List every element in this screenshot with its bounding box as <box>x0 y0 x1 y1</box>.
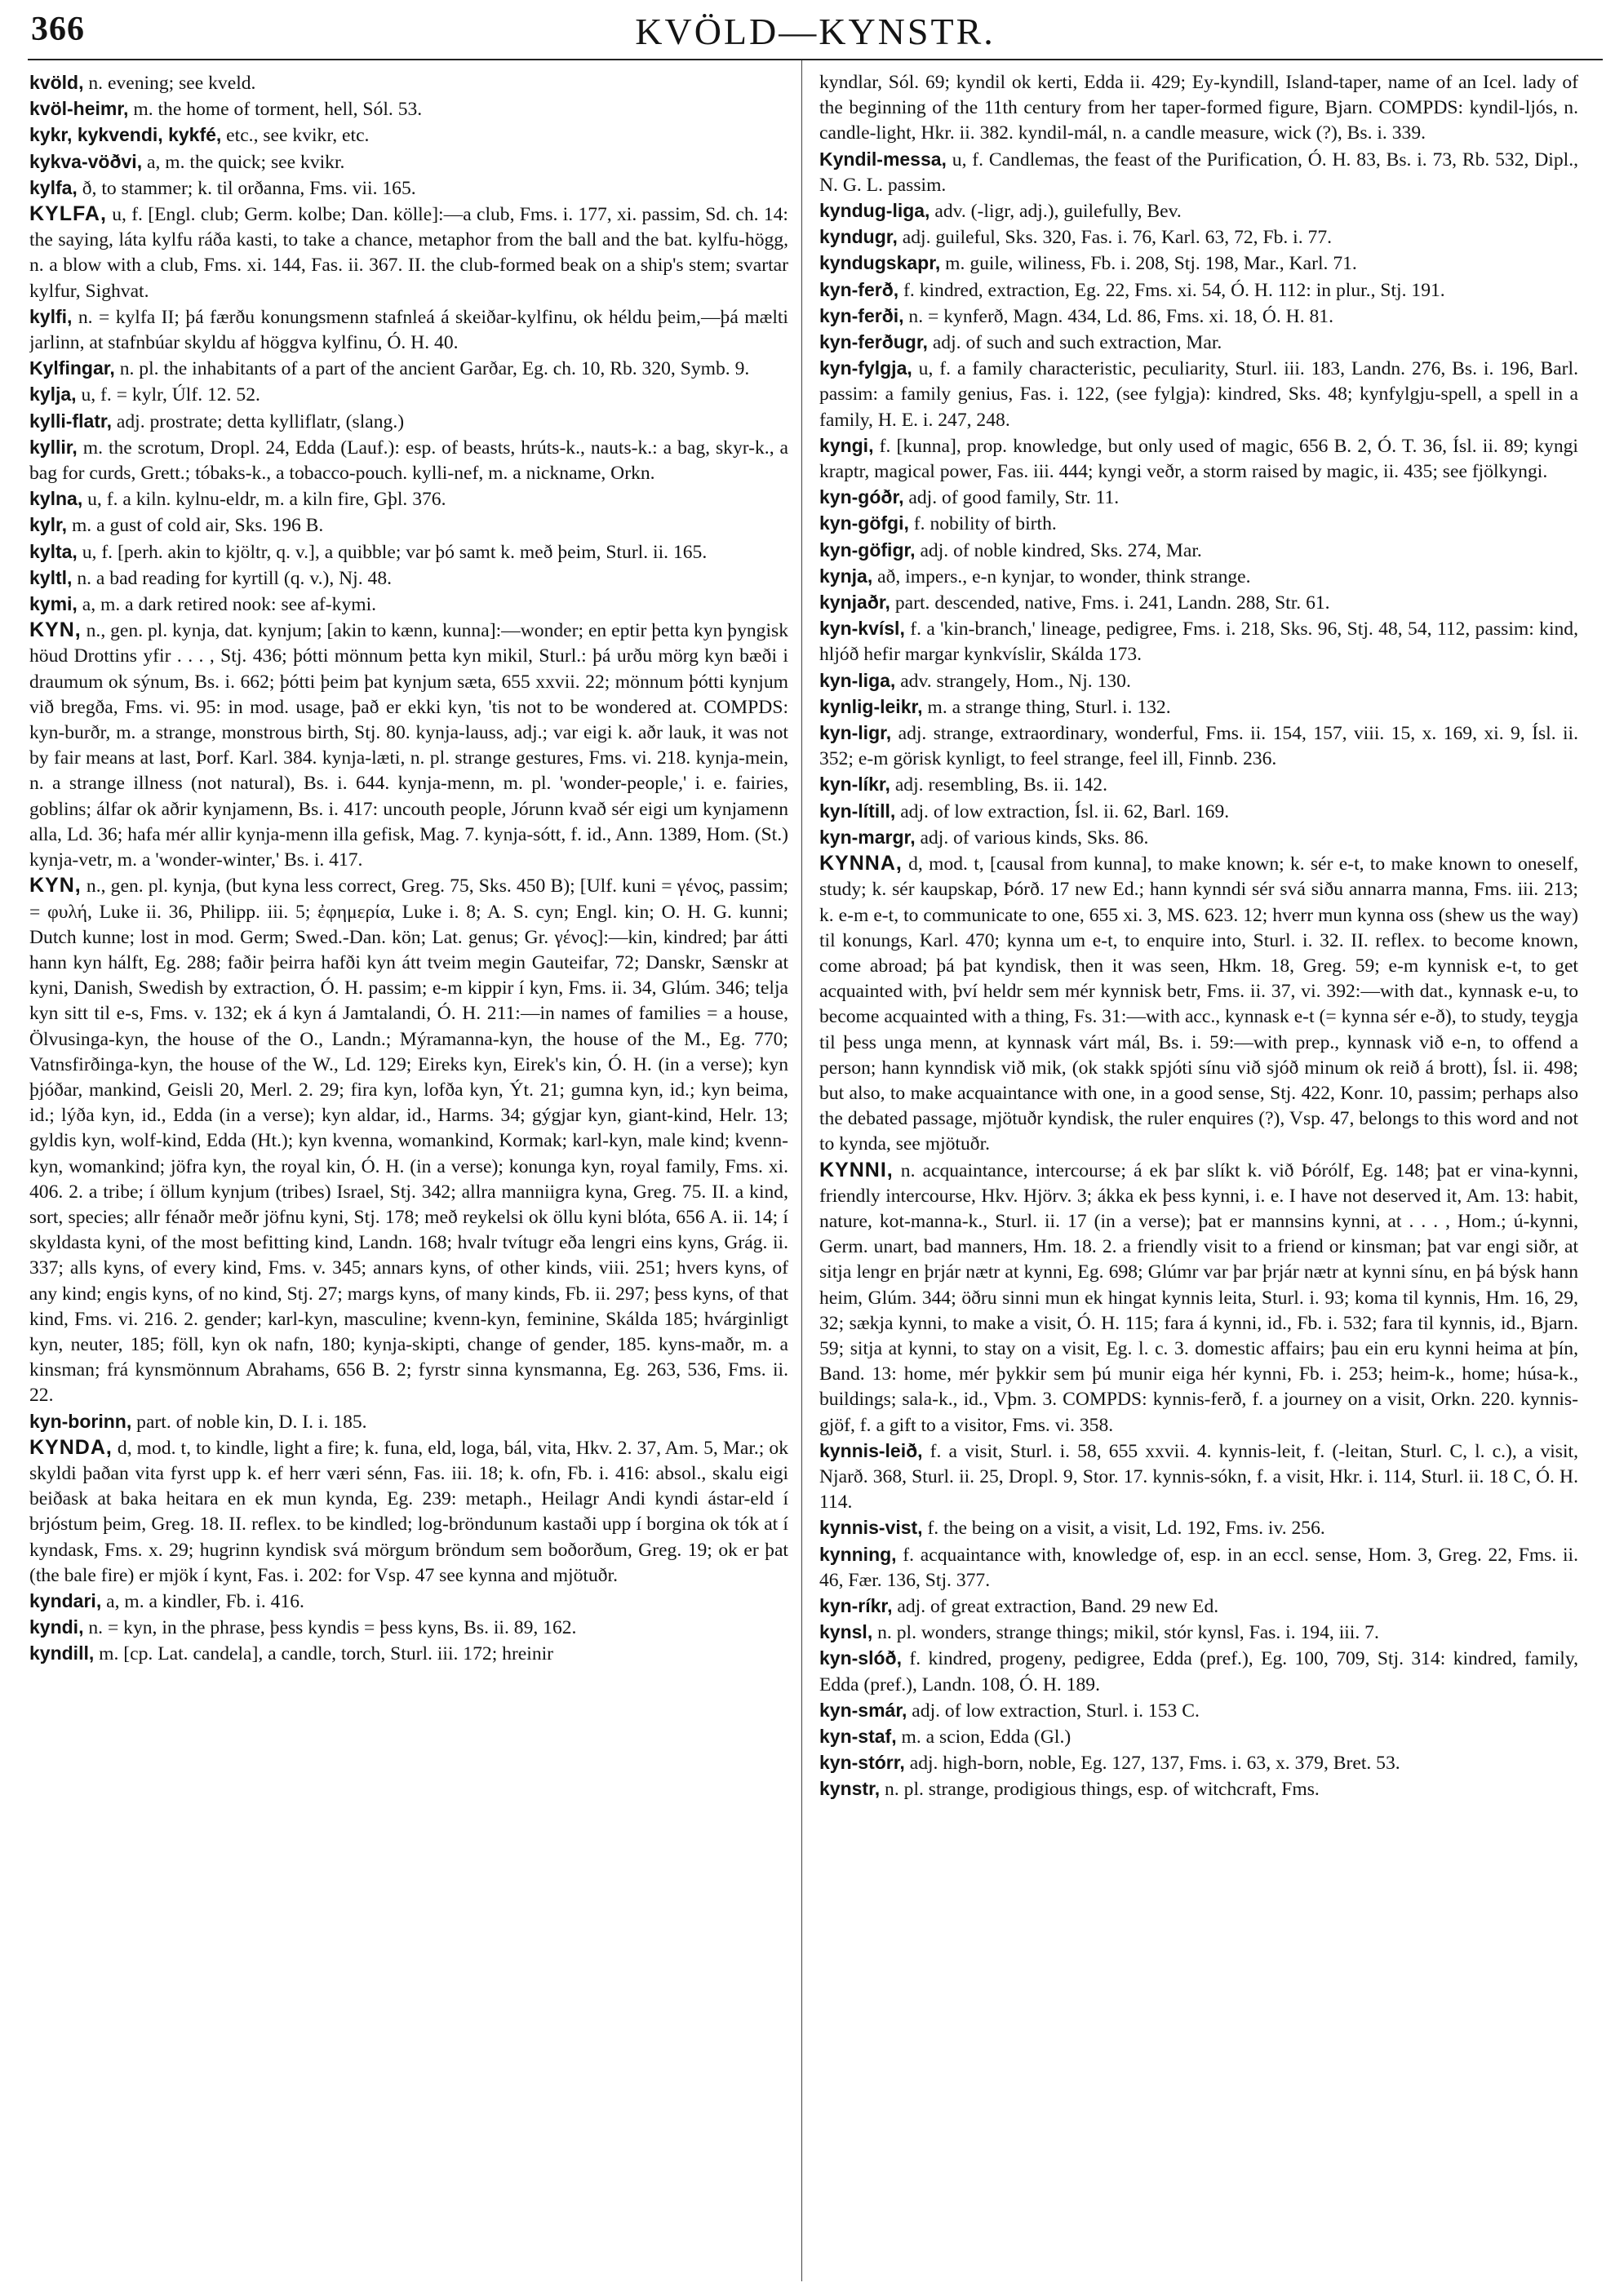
entry-headword: kyn-fylgja, <box>819 357 912 379</box>
dictionary-entry <box>819 511 1578 537</box>
entry-definition: m. a gust of cold air, Sks. 196 B. <box>67 515 324 537</box>
dictionary-entry <box>29 512 788 539</box>
dictionary-entry <box>819 616 1578 667</box>
left-column <box>29 70 788 2281</box>
page-header <box>28 7 1603 60</box>
dictionary-entry <box>819 1542 1578 1593</box>
entry-headword: kynsl, <box>819 1621 873 1643</box>
entry-definition: f. a 'kin-branch,' lineage, pedigree, Fms. i. 218, Sks. 96, Stj. 48, 54, 112, passim: kind, hljóð hefir margar kynkvíslir, Skálda 173. <box>819 618 1578 666</box>
entry-headword: kynning, <box>819 1543 897 1565</box>
entry-headword: kyn-göfgi, <box>819 512 909 534</box>
entry-definition: adj. of good family, Str. 11. <box>903 487 1120 509</box>
entry-definition: adj. guileful, Sks. 320, Fas. i. 76, Karl. 63, 72, Fb. i. 77. <box>897 227 1333 249</box>
entry-headword: kynja, <box>819 565 873 587</box>
entry-definition: n., gen. pl. kynja, (but kyna less correct, Greg. 75, Sks. 450 B); [Ulf. kuni = γένος, passim; = φυλή, Luke ii. 36, Philipp. iii. 5; ἐφημερία, Luke i. 8; A. S. cyn; Engl. kin; O. H. G. kunni; Dutch kunne; lost in mod. Germ; Swed.-Dan. kön; Lat. genus; Gr. γένος]:—kin, kindred; þar átti hann kyn hálft, Eg. 288; faðir þeirra hafði kyn átt tveim megin Gauteifar, 72; Danskr, Sænskr at kyni, Danish, Swedish by extraction, Ó. H. passim; e-m kippir í kyn, Fms. ii. 34, Glúm. 346; telja kyn sitt til e-s, Fms. v. 132; ek á kyn á Jamtalandi, Ó. H. 211:—in names of families = a house, Ölvusinga-kyn, the house of the O., Landn.; Mýramanna-kyn, the house of the M., Eg. 770; Vatnsfirðinga-kyn, the house of the W., Ld. 129; Eireks kyn, Eirek's kin, Ó. H. (in a verse); kyn þjóðar, mankind, Geisli 20, Merl. 2. 29; fira kyn, lofða kyn, Ýt. 21; gumna kyn, id.; kyn beima, id.; lýða kyn, id., Edda (in a verse); kyn aldar, id., Harms. 34; gýgjar kyn, giant-kind, Helr. 13; gyldis kyn, wolf-kind, Edda (Ht.); kyn kvenna, womankind, Kormak; karl-kyn, male kind; kvenn-kyn, womankind; jöfra kyn, the royal kin, Ó. H. (in a verse); konunga kyn, royal family, Fms. xi. 406. 2. a tribe; í öllum kynjum (tribes) Israel, Stj. 342; allra manniigra kyna, Greg. 75. II. a kind, sort, species; allr fénaðr meðr jöfnu kyni, Stj. 178; með reykelsi ok öllu kyni blóta, 656 A. ii. 14; í skyldasta kyni, of the most befitting kind, Landn. 168; hvalr tvítugr eða lengri eins kyns, Grág. ii. 337; alls kyns, of every kind, Fms. v. 345; annars kyns, of other kinds, viii. 251; hvers kyns, of any kind; engis kyns, of no kind, Stj. 27; margs kyns, of many kinds, Fb. ii. 297; þess kyns, of that kind, Fms. vi. 216. 2. gender; karl-kyn, masculine; kvenn-kyn, feminine, Skálda 185; hvárginligt kyn, neuter, 185; föll, kyn ok nafn, 180; kynja-skipti, change of gender, 185. kyns-maðr, m. a kinsman; frá kynsmönnum Abrahams, 656 B. 2; fyrstr sinna kynsmanna, Eg. 263, 536, Fms. ii. 22. <box>29 875 788 1407</box>
entry-definition: d, mod. t, [causal from kunna], to make known; k. sér e-t, to make known to oneself, study; k. sér kaupskap, Þórð. 17 new Ed.; hann kynndi sér svá siðu annarra manna, Fms. iii. 213; k. e-m e-t, to communicate to one, 655 xi. 3, MS. 623. 12; hverr mun kynna oss (shew us the way) til konungs, Karl. 470; kynna um e-t, to enquire into, Sturl. i. 32. II. reflex. to become known, come abroad; þá þat kyndisk, then it was seen, Hkm. 18, Greg. 59; e-m kynnisk e-t, to get acquainted with, því heldr sem mér kynnisk betr, Fms. ii. 37, vi. 392:—with dat., kynnask e-u, to become acquainted with a thing, Fs. 31:—with acc., kynnask e-t (= kynna sér e-ð), to study, teygja til þess unga menn, at kynnask várt mál, Bs. i. 59:—with prep., kynnask við e-n, to offend a person; hann kynndisk við mik, (ok stakk spjóti sínu við sjóð minum ok reið á brott), Ísl. ii. 498; but also, to make acquaintance with one, in a good sense, Stj. 422, Konr. 10, passim; perhaps also the debated passage, mjötuðr kyndisk, the ruler enquires (?), Vsp. 47, belongs to this word and not to kynda, see mjötuðr. <box>819 853 1578 1155</box>
entry-definition: n. pl. strange, prodigious things, esp. of witchcraft, Fms. <box>880 1779 1320 1801</box>
entry-definition: f. kindred, extraction, Eg. 22, Fms. xi. 54, Ó. H. 112: in plur., Stj. 191. <box>898 279 1445 301</box>
dictionary-entry <box>819 772 1578 798</box>
entry-definition: m. the home of torment, hell, Sól. 53. <box>128 99 423 121</box>
dictionary-entry <box>29 122 788 148</box>
entry-headword: kynstr, <box>819 1778 881 1800</box>
dictionary-entry <box>29 175 788 202</box>
dictionary-entry <box>819 564 1578 590</box>
entry-definition: ð, to stammer; k. til orðanna, Fms. vii. 165. <box>77 177 416 199</box>
dictionary-entry <box>29 202 788 304</box>
entry-definition: a, m. a dark retired nook: see af-kymi. <box>77 594 377 616</box>
dictionary-entry <box>29 1641 788 1667</box>
entry-headword: kyndill, <box>29 1642 95 1664</box>
entry-definition: n. = kyn, in the phrase, þess kyndis = þess kyns, Bs. ii. 89, 162. <box>83 1617 577 1639</box>
dictionary-entry <box>819 70 1578 147</box>
dictionary-entry <box>819 1776 1578 1802</box>
entry-headword: kyn-margr, <box>819 826 916 848</box>
column-divider <box>801 60 802 2281</box>
entry-headword: KYNNI, <box>819 1158 894 1181</box>
dictionary-entry <box>819 198 1578 224</box>
entry-headword: kylna, <box>29 488 83 510</box>
entry-definition: f. kindred, progeny, pedigree, Edda (pref.), Eg. 100, 709, Stj. 314: kindred, family, Edda (pref.), Landn. 108, Ó. H. 189. <box>819 1648 1578 1695</box>
entry-definition: adj. of low extraction, Ísl. ii. 62, Barl. 169. <box>895 800 1230 822</box>
dictionary-entry <box>819 1698 1578 1724</box>
entry-headword: kyn-ferð, <box>819 278 899 300</box>
entry-definition: n. evening; see kveld. <box>83 73 256 94</box>
entry-definition: adv. (-ligr, adj.), guilefully, Bev. <box>930 201 1182 223</box>
entry-headword: kylta, <box>29 540 78 562</box>
dictionary-entry <box>819 485 1578 511</box>
entry-headword: kynnis-vist, <box>819 1517 923 1539</box>
entry-headword: kyn-kvísl, <box>819 618 905 640</box>
entry-headword: kyn-staf, <box>819 1726 897 1747</box>
entry-definition: n., gen. pl. kynja, dat. kynjum; [akin to kænn, kunna]:—wonder; en eptir þetta kyn þyngisk höud Drottins yfir . . . , Stj. 436; þótti mönnum þetta kyn mikil, Sturl.: þá urðu mörg kyn bæði i draumum ok sýnum, Bs. i. 662; þótti þeim þat kynjum sæta, 655 xxvii. 22; mönnum þótti kynjum við bregða, Fms. vi. 95: in mod. usage, það er ekki kyn, 'tis not to be wondered at. COMPDS: kyn-burðr, m. a strange, monstrous birth, Stj. 80. kynja-lauss, adj.; var eigi k. aðr lauk, it was not by fair means at last, Þorf. Karl. 384. kynja-læti, n. pl. strange gestures, Fms. vi. 218. kynja-mein, n. a strange illness (not natural), Bs. i. 644. kynja-menn, m. pl. 'wonder-people,' i. e. fairies, goblins; álfar ok aðrir kynjamenn, Bs. i. 417: uncouth people, Jórunn kvað sér eigi um kynjamenn alla, Ld. 36; hafa mér allir kynja-menn illa gefisk, Mag. 7. kynja-sótt, f. id., Ann. 1389, Hom. (St.) kynja-vetr, m. a 'wonder-winter,' Bs. i. 417. <box>29 620 788 871</box>
entry-definition: n. = kynferð, Magn. 434, Ld. 86, Fms. xi. 18, Ó. H. 81. <box>903 305 1333 327</box>
entry-definition: kyndlar, Sól. 69; kyndil ok kerti, Edda ii. 429; Ey-kyndill, Island-taper, name of an Icel. lady of the beginning of the 11th century from her taper-formed figure, Bjarn. COMPDS: kyndil-ljós, n. candle-light, Hkr. ii. 382. kyndil-mál, n. a candle measure, wick (?), Bs. i. 339. <box>819 72 1578 144</box>
entry-headword: kyngi, <box>819 434 874 456</box>
dictionary-entry <box>819 304 1578 330</box>
entry-headword: kylfi, <box>29 305 73 327</box>
dictionary-entry <box>819 147 1578 198</box>
entry-definition: m. [cp. Lat. candela], a candle, torch, Sturl. iii. 172; hreinir <box>94 1643 554 1665</box>
entry-headword: kyndug-liga, <box>819 200 930 222</box>
entry-definition: u, f. a kiln. kylnu-eldr, m. a kiln fire, Gþl. 376. <box>82 489 446 511</box>
entry-headword: kyndari, <box>29 1589 102 1611</box>
dictionary-entry <box>29 149 788 175</box>
entry-definition: u, f. = kylr, Úlf. 12. 52. <box>76 384 260 406</box>
entry-headword: kyn-ligr, <box>819 722 892 744</box>
dictionary-entry <box>29 304 788 356</box>
entry-headword: KYN, <box>29 874 82 898</box>
dictionary-entry <box>819 720 1578 772</box>
entry-definition: part. descended, native, Fms. i. 241, Landn. 288, Str. 61. <box>890 592 1330 614</box>
dictionary-entry <box>29 382 788 408</box>
entry-headword: KYNNA, <box>819 852 903 875</box>
entry-headword: kylr, <box>29 514 68 536</box>
dictionary-entry <box>29 592 788 618</box>
entry-definition: f. a visit, Sturl. i. 58, 655 xxvii. 4. kynnis-leit, f. (-leitan, Sturl. C, l. c.), a visit, Njarð. 368, Sturl. ii. 25, Dropl. 9, Stor. 17. kynnis-sókn, f. a visit, Hkr. i. 114, Sturl. ii. 18 C, Ó. H. 114. <box>819 1440 1578 1514</box>
dictionary-entry <box>819 590 1578 616</box>
entry-headword: KYLFA, <box>29 202 107 226</box>
entry-definition: adv. strangely, Hom., Nj. 130. <box>895 670 1131 692</box>
entry-headword: kyn-góðr, <box>819 486 904 508</box>
entry-definition: a, m. the quick; see kvikr. <box>142 151 345 173</box>
dictionary-entry <box>819 330 1578 356</box>
entry-definition: n. a bad reading for kyrtill (q. v.), Nj. 48. <box>72 567 393 589</box>
dictionary-entry <box>29 1615 788 1641</box>
entry-headword: kyn-líkr, <box>819 773 890 796</box>
entry-headword: kvöl-heimr, <box>29 98 129 120</box>
entry-definition: að, impers., e-n kynjar, to wonder, think strange. <box>872 565 1251 587</box>
dictionary-entry <box>819 851 1578 1157</box>
dictionary-entry <box>29 409 788 435</box>
entry-definition: m. a scion, Edda (Gl.) <box>896 1726 1071 1748</box>
entry-definition: n. pl. wonders, strange things; mikil, stór kynsl, Fas. i. 194, iii. 7. <box>872 1622 1379 1644</box>
entry-definition: adj. of low extraction, Sturl. i. 153 C. <box>907 1700 1200 1722</box>
entry-headword: kvöld, <box>29 72 84 93</box>
entry-definition: n. pl. the inhabitants of a part of the ancient Garðar, Eg. ch. 10, Rb. 320, Symb. 9. <box>114 358 750 380</box>
dictionary-entry <box>819 224 1578 250</box>
dictionary-entry <box>819 1438 1578 1516</box>
dictionary-entry <box>29 96 788 122</box>
entry-definition: adj. strange, extraordinary, wonderful, Fms. ii. 154, 157, viii. 15, x. 169, xi. 9, Ísl. ii. 352; e-m görisk kynligt, to feel strange, feel ill, Finnb. 236. <box>819 723 1578 770</box>
entry-headword: kylja, <box>29 383 77 406</box>
entry-definition: u, f. a family characteristic, peculiarity, Sturl. iii. 183, Landn. 276, Bs. i. 196, Barl. passim: a family genius, Fas. i. 122, (see fylgja): kindred, Sks. 48; kynfylgju-spell, a spell in a family, H. E. i. 247, 248. <box>819 358 1578 431</box>
dictionary-entry <box>819 433 1578 485</box>
dictionary-entry <box>29 1409 788 1435</box>
entry-definition: f. acquaintance with, knowledge of, esp. in an eccl. sense, Hom. 3, Greg. 22, Fms. ii. 46, Fær. 136, Stj. 377. <box>819 1544 1578 1591</box>
entry-definition: adj. of noble kindred, Sks. 274, Mar. <box>915 539 1202 561</box>
right-column <box>819 70 1578 2281</box>
dictionary-entry <box>29 873 788 1408</box>
dictionary-entry <box>29 435 788 486</box>
entry-definition: adj. of such and such extraction, Mar. <box>927 332 1222 354</box>
entry-definition: adj. of various kinds, Sks. 86. <box>915 827 1149 849</box>
dictionary-entry <box>29 565 788 592</box>
entry-headword: KYN, <box>29 618 82 642</box>
entry-definition: adj. resembling, Bs. ii. 142. <box>890 774 1108 796</box>
entry-headword: Kyndil-messa, <box>819 148 947 170</box>
dictionary-entry <box>819 1750 1578 1776</box>
entry-definition: m. guile, wiliness, Fb. i. 208, Stj. 198, Mar., Karl. 71. <box>940 253 1357 275</box>
entry-headword: KYNDA, <box>29 1435 113 1459</box>
entry-definition: u, f. [perh. akin to kjöltr, q. v.], a quibble; var þó samt k. með þeim, Sturl. ii. 165. <box>77 541 708 563</box>
dictionary-entry <box>819 1620 1578 1646</box>
entry-headword: kykva-vöðvi, <box>29 150 143 172</box>
entry-definition: n. = kylfa II; þá færðu konungsmenn stafnleá á skeiðar-kylfinu, ok héldu þeim,—þá mælti jarlinn, at stafnbúar skyldu af höggva kylfinu, Ó. H. 40. <box>29 306 788 354</box>
entry-headword: kylli-flatr, <box>29 410 112 432</box>
entry-headword: kyltl, <box>29 566 73 588</box>
entry-definition: u, f. [Engl. club; Germ. kolbe; Dan. kölle]:—a club, Fms. i. 177, xi. passim, Sd. ch. 14: the saying, láta kylfu ráða kasti, to take a chance, metaphor from the ball and the bat. kylfu-högg, n. a blow with a club, Fms. xi. 144, Fas. ii. 367. II. the club-formed beak on a ship's stem; svartar kylfur, Sighvat. <box>29 204 788 302</box>
entry-definition: adj. of great extraction, Band. 29 new Ed. <box>892 1595 1219 1617</box>
dictionary-entry <box>29 70 788 96</box>
entry-headword: kyn-göfigr, <box>819 539 916 561</box>
entry-definition: d, mod. t, to kindle, light a fire; k. funa, eld, loga, bál, vita, Hkv. 2. 37, Am. 5, Mar.; ok skyldi þaðan vita fyrst upp k. ef herr væri sénn, Fas. iii. 18; k. ofn, Fb. i. 416: absol., skalu eigi beiðask at baka heitara en ek mun kynda, Eg. 239: metaph., Heilagr Andi kyndi ástar-eld í brjóstum þeim, Greg. 18. II. reflex. to be kindled; log-bröndunum kastaði upp í borgina ok tók at í kyndask, Fms. x. 29; hugrinn kyndisk svá mörgum bröndum sem boðorðum, Greg. 19; ok er þat (the bale fire) er mjök í kynt, Fas. i. 202: for Vsp. 47 see kynna and mjötuðr. <box>29 1437 788 1586</box>
dictionary-entry <box>819 1646 1578 1697</box>
entry-definition: part. of noble kin, D. I. i. 185. <box>131 1411 367 1433</box>
dictionary-entry <box>29 1435 788 1589</box>
dictionary-entry <box>819 1515 1578 1541</box>
entry-headword: kynjaðr, <box>819 592 890 614</box>
entry-headword: kynnis-leið, <box>819 1439 923 1461</box>
entry-definition: f. [kunna], prop. knowledge, but only used of magic, 656 B. 2, Ó. T. 36, Ísl. ii. 89; kyngi kraptr, magical power, Fas. iii. 444; kyngi veðr, a storm raised by magic, ii. 435; see fjölkyngi. <box>819 435 1578 483</box>
dictionary-entry <box>819 694 1578 720</box>
dictionary-entry <box>29 618 788 873</box>
entry-headword: kyndi, <box>29 1616 84 1638</box>
dictionary-entry <box>819 825 1578 851</box>
entry-headword: kyn-ferðugr, <box>819 331 928 353</box>
entry-headword: kyn-stórr, <box>819 1752 905 1774</box>
entry-headword: kykr, kykvendi, kykfé, <box>29 124 222 146</box>
running-head: KVÖLD—KYNSTR. <box>635 11 996 52</box>
dictionary-entry <box>819 538 1578 564</box>
entry-definition: f. the being on a visit, a visit, Ld. 192, Fms. iv. 256. <box>922 1518 1325 1540</box>
entry-definition: n. acquaintance, intercourse; á ek þar slíkt k. við Þórólf, Eg. 148; þat er vina-kynni, friendly intercourse, Hkv. Hjörv. 3; ákka ek þess kynni, i. e. I have not deserved it, Am. 13: habit, nature, kot-manna-k., Sturl. ii. 17 (in a verse); þat er mannsins kynni, at . . . , Hom.; ú-kynni, Germ. unart, bad manners, Hm. 18. 2. a friendly visit to a friend or kinsman; þat var engi siðr, at sitja lengr en þrjár nætr at kynni, Eg. 698; Glúmr var þar þrjár nætr at kynni sínu, en þá býsk hann heim, Glúm. 344; öðru sinni mun ek hingat kynnis leita, Sturl. i. 93; koma til kynnis, Hm. 16, 29, 32; sækja kynni, to make a visit, Ó. H. 115; fara á kynni, id., Fb. i. 532; fara til kynnis, id., Bjarn. 59; sitja at kynni, to stay on a visit, Eg. l. c. 3. domestic affairs; þau ein eru kynni heima at þín, Band. 13: home, mér þykkir sem þú munir eiga hér kynni, Fb. i. 253; heim-k., home; húsa-k., buildings; sala-k., id., Vþm. 3. COMPDS: kynnis-ferð, f. a journey on a visit, Orkn. 220. kynnis-gjöf, f. a gift to a visitor, Fms. vi. 358. <box>819 1159 1578 1436</box>
dictionary-entry <box>819 1158 1578 1438</box>
entry-headword: kyn-slóð, <box>819 1647 902 1669</box>
entry-definition: a, m. a kindler, Fb. i. 416. <box>101 1590 304 1612</box>
entry-headword: kyn-smár, <box>819 1699 907 1721</box>
dictionary-entry <box>819 668 1578 694</box>
dictionary-entry <box>29 356 788 382</box>
dictionary-entry <box>819 799 1578 825</box>
dictionary-entry <box>29 1589 788 1615</box>
entry-headword: kyn-ríkr, <box>819 1594 893 1616</box>
dictionary-entry <box>819 356 1578 433</box>
entry-definition: adj. prostrate; detta kylliflatr, (slang.) <box>111 410 405 432</box>
entry-headword: kyndugskapr, <box>819 252 941 274</box>
entry-headword: kymi, <box>29 593 78 615</box>
entry-headword: kyllir, <box>29 436 78 458</box>
entry-headword: kyn-borinn, <box>29 1410 132 1432</box>
dictionary-entry <box>29 486 788 512</box>
dictionary-entry <box>819 250 1578 277</box>
entry-headword: kyn-liga, <box>819 669 896 691</box>
entry-definition: m. the scrotum, Dropl. 24, Edda (Lauf.): esp. of beasts, hrúts-k., nauts-k.: a bag, skyr-k., a bag for curds, Grett.; tóbaks-k., a tobacco-pouch. kylli-nef, m. a nickname, Orkn. <box>29 437 788 485</box>
entry-definition: f. nobility of birth. <box>908 513 1057 535</box>
entry-definition: adj. high-born, noble, Eg. 127, 137, Fms. i. 63, x. 379, Bret. 53. <box>904 1753 1400 1775</box>
entry-headword: Kylfingar, <box>29 357 115 379</box>
entry-definition: etc., see kvikr, etc. <box>221 125 370 147</box>
dictionary-entry <box>29 539 788 565</box>
dictionary-entry <box>819 1593 1578 1620</box>
entry-headword: kyndugr, <box>819 226 898 248</box>
entry-headword: kynlig-leikr, <box>819 695 923 717</box>
entry-definition: m. a strange thing, Sturl. i. 132. <box>922 696 1171 718</box>
entry-headword: kyn-lítill, <box>819 800 896 822</box>
entry-headword: kylfa, <box>29 176 78 198</box>
dictionary-entry <box>819 277 1578 304</box>
entry-headword: kyn-ferði, <box>819 304 904 326</box>
dictionary-entry <box>819 1724 1578 1750</box>
page-number: 366 <box>31 11 85 48</box>
entry-definition: u, f. Candlemas, the feast of the Purification, Ó. H. 83, Bs. i. 73, Rb. 532, Dipl., N. G. L. passim. <box>819 148 1578 196</box>
